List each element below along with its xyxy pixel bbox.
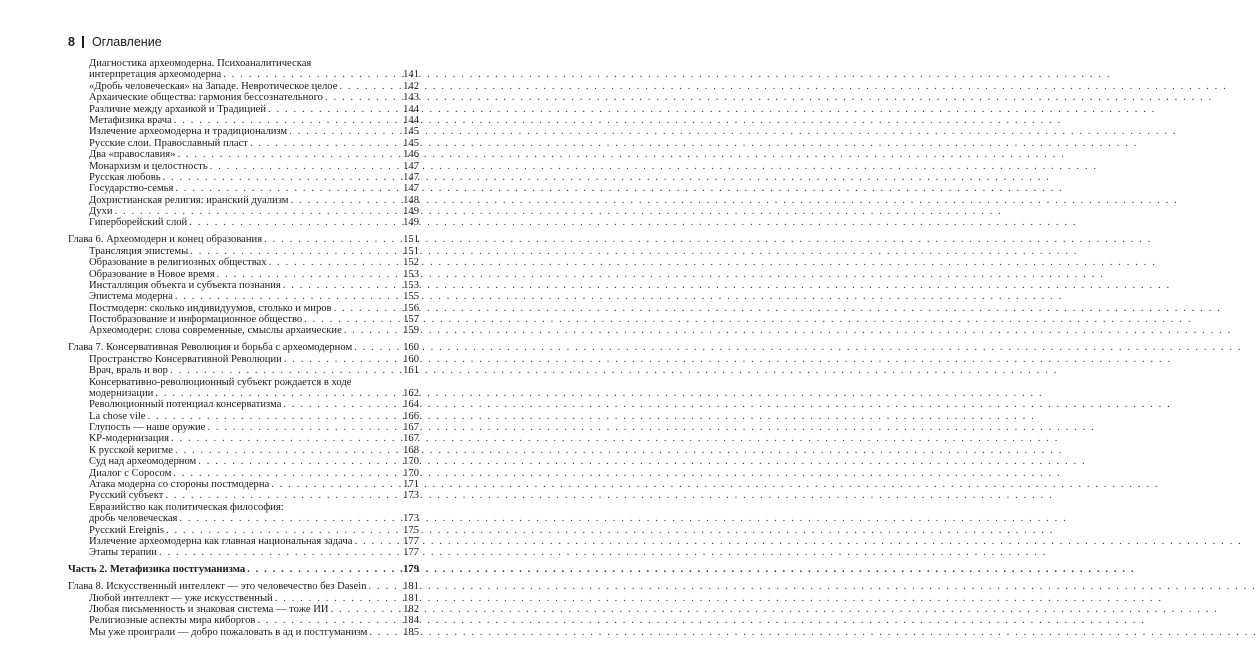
- toc-dot-leader: [175, 183, 401, 194]
- toc-section-entry: [68, 257, 419, 268]
- toc-dot-leader: [369, 581, 402, 592]
- toc-dot-leader: [264, 234, 401, 245]
- toc-dot-leader: [207, 422, 401, 433]
- toc-entry-page: 162: [403, 387, 419, 399]
- table-of-contents: [68, 58, 419, 638]
- toc-dot-leader: [155, 388, 401, 399]
- toc-section-entry: [68, 172, 419, 183]
- toc-section-entry: [68, 314, 419, 325]
- toc-dot-leader: [210, 161, 401, 172]
- toc-section-entry: [68, 138, 419, 149]
- toc-section-entry: [68, 388, 419, 399]
- toc-entry-title: Врач, враль и вор: [89, 365, 168, 377]
- toc-entry-title: Глава 6. Археомодерн и конец образования: [68, 234, 263, 246]
- toc-entry-title: Метафизика врача: [89, 114, 172, 126]
- toc-dot-leader: [268, 104, 401, 115]
- toc-entry-page: 153: [403, 279, 419, 291]
- toc-entry-page: 142: [403, 80, 419, 92]
- toc-section-entry: [68, 269, 419, 280]
- toc-dot-leader: [304, 314, 401, 325]
- toc-entry-title: КР-модернизация: [89, 433, 170, 445]
- toc-section-entry: [68, 411, 419, 422]
- toc-dot-leader: [369, 627, 401, 638]
- toc-section-entry: [68, 58, 419, 69]
- toc-entry-page: 182: [403, 603, 419, 615]
- toc-section-entry: [68, 536, 419, 547]
- toc-section-entry: [68, 627, 419, 638]
- toc-entry-page: 144: [403, 103, 419, 115]
- page-number: 8: [68, 35, 75, 49]
- toc-dot-leader: [325, 92, 401, 103]
- toc-entry-title: Религиозные аспекты мира киборгов: [89, 615, 256, 627]
- toc-entry-title: Русская любовь: [89, 171, 161, 183]
- toc-entry-title: Излечение археомодерна как главная национальная задача: [89, 536, 353, 547]
- toc-entry-page: 152: [403, 257, 419, 269]
- toc-entry-page: 151: [403, 234, 419, 246]
- toc-section-entry: [68, 456, 419, 467]
- toc-entry-page: 153: [403, 268, 419, 280]
- toc-section-entry: [68, 593, 419, 604]
- toc-entry-page: 146: [403, 149, 419, 161]
- toc-entry-title: Излечение археомодерна и традиционализм: [89, 126, 288, 138]
- toc-dot-leader: [283, 399, 401, 410]
- toc-entry-page: 147: [403, 171, 419, 183]
- toc-dot-leader: [177, 149, 401, 160]
- toc-entry-title: Этапы терапии: [89, 547, 157, 559]
- toc-entry-page: 173: [403, 490, 419, 502]
- toc-entry-page: 147: [403, 183, 419, 195]
- toc-dot-leader: [247, 564, 401, 575]
- toc-dot-leader: [165, 490, 401, 501]
- toc-entry-title: модернизации: [89, 387, 154, 399]
- toc-entry-title: «Дробь человеческая» на Западе. Невротическое целое: [89, 80, 338, 92]
- toc-section-entry: [68, 104, 419, 115]
- toc-chapter-entry: [68, 581, 419, 592]
- toc-section-entry: [68, 325, 419, 336]
- toc-entry-title: Евразийство как политическая философия:: [89, 501, 284, 513]
- toc-section-entry: [68, 445, 419, 456]
- toc-dot-leader: [198, 456, 401, 467]
- toc-dot-leader: [115, 206, 402, 217]
- toc-dot-leader: [223, 69, 401, 80]
- toc-entry-title: Эпистема модерна: [89, 291, 173, 303]
- toc-entry-title: Мы уже проиграли — добро пожаловать в ад и постгуманизм: [89, 626, 368, 638]
- toc-entry-page: 144: [403, 114, 419, 126]
- toc-entry-page: 171: [403, 479, 419, 491]
- toc-dot-leader: [275, 593, 401, 604]
- toc-entry-title: Образование в Новое время: [89, 268, 215, 280]
- toc-entry-title: Глупость — наше оружие: [89, 422, 206, 434]
- toc-entry-page: 170: [403, 467, 419, 479]
- toc-dot-leader: [271, 479, 401, 490]
- toc-dot-leader: [217, 269, 402, 280]
- toc-entry-page: 159: [403, 325, 419, 337]
- toc-entry-title: Революционный потенциал консерватизма: [89, 399, 282, 411]
- toc-entry-title: дробь человеческая: [89, 513, 178, 525]
- toc-entry-page: 175: [403, 524, 419, 536]
- toc-section-entry: [68, 303, 419, 314]
- toc-dot-leader: [170, 365, 401, 376]
- toc-part-entry: [68, 564, 419, 575]
- toc-dot-leader: [284, 354, 401, 365]
- toc-entry-page: 184: [403, 615, 419, 627]
- toc-entry-title: Монархизм и целостность: [89, 160, 208, 172]
- toc-entry-title: Часть 2. Метафизика постгуманизма: [68, 564, 246, 576]
- toc-section-entry: [68, 502, 419, 513]
- toc-dot-leader: [354, 342, 401, 353]
- toc-entry-page: 145: [403, 137, 419, 149]
- toc-entry-title: Диалог с Соросом: [89, 467, 172, 479]
- toc-entry-page: 164: [403, 399, 419, 411]
- toc-dot-leader: [171, 433, 401, 444]
- toc-section-entry: [68, 195, 419, 206]
- toc-section-entry: [68, 291, 419, 302]
- toc-entry-title: Глава 8. Искусственный интеллект — это человечество без Dasein: [68, 581, 367, 593]
- toc-entry-page: 168: [403, 444, 419, 456]
- toc-dot-leader: [269, 257, 402, 268]
- toc-entry-page: 181: [403, 581, 419, 593]
- toc-entry-page: 143: [403, 92, 419, 104]
- toc-dot-leader: [173, 468, 401, 479]
- toc-entry-title: Любая письменность и знаковая система — тоже ИИ: [89, 603, 329, 615]
- toc-dot-leader: [331, 604, 402, 615]
- toc-dot-leader: [179, 513, 401, 524]
- toc-dot-leader: [250, 138, 401, 149]
- toc-dot-leader: [159, 547, 401, 558]
- toc-entry-page: 141: [403, 69, 419, 81]
- toc-entry-title: Русский субъект: [89, 490, 164, 502]
- book-page: [0, 0, 480, 650]
- toc-section-entry: [68, 183, 419, 194]
- toc-section-entry: [68, 547, 419, 558]
- toc-entry-title: Государство-семья: [89, 183, 174, 195]
- toc-dot-leader: [290, 195, 401, 206]
- toc-entry-page: 179: [403, 564, 419, 576]
- toc-section-entry: [68, 115, 419, 126]
- toc-section-entry: [68, 354, 419, 365]
- toc-entry-page: 147: [403, 160, 419, 172]
- toc-section-entry: [68, 161, 419, 172]
- toc-dot-leader: [334, 303, 402, 314]
- toc-section-entry: [68, 513, 419, 524]
- header-section-title: Оглавление: [91, 35, 162, 49]
- toc-chapter-entry: [68, 234, 419, 245]
- toc-entry-title: Духи: [89, 206, 113, 218]
- toc-entry-title: Консервативно-революционный субъект рождается в ходе: [89, 376, 352, 388]
- toc-section-entry: [68, 280, 419, 291]
- toc-entry-title: Любой интеллект — уже искусственный: [89, 592, 273, 604]
- toc-section-entry: [68, 490, 419, 501]
- toc-entry-page: 160: [403, 353, 419, 365]
- toc-entry-page: 149: [403, 206, 419, 218]
- toc-entry-page: 157: [403, 314, 419, 326]
- toc-entry-title: Постобразование и информационное общество: [89, 314, 303, 326]
- toc-entry-page: 148: [403, 194, 419, 206]
- toc-entry-title: Атака модерна со стороны постмодерна: [89, 479, 270, 491]
- toc-entry-title: Инсталляция объекта и субъекта познания: [89, 279, 281, 291]
- toc-chapter-entry: [68, 342, 419, 353]
- toc-entry-title: Архаические общества: гармония бессознательного: [89, 92, 323, 104]
- toc-entry-title: Образование в религиозных обществах: [89, 257, 267, 269]
- toc-entry-page: 149: [403, 217, 419, 229]
- toc-dot-leader: [166, 525, 401, 536]
- toc-entry-title: Два «православия»: [89, 149, 176, 161]
- toc-section-entry: [68, 206, 419, 217]
- toc-entry-title: Археомодерн: слова современные, смыслы архаические: [89, 325, 342, 337]
- toc-section-entry: [68, 365, 419, 376]
- toc-entry-title: К русской керигме: [89, 444, 173, 456]
- toc-entry-page: 160: [403, 342, 419, 354]
- toc-entry-title: Гиперборейский слой: [89, 217, 188, 229]
- toc-section-entry: [68, 479, 419, 490]
- toc-section-entry: [68, 615, 419, 626]
- toc-entry-page: 167: [403, 433, 419, 445]
- toc-dot-leader: [289, 126, 401, 137]
- toc-section-entry: [68, 126, 419, 137]
- toc-section-entry: [68, 422, 419, 433]
- toc-entry-page: 167: [403, 422, 419, 434]
- toc-entry-title: La chose vile: [89, 410, 146, 422]
- toc-entry-page: 170: [403, 456, 419, 468]
- toc-section-entry: [68, 604, 419, 615]
- toc-dot-leader: [147, 411, 401, 422]
- toc-section-entry: [68, 92, 419, 103]
- toc-entry-page: 145: [403, 126, 419, 138]
- toc-section-entry: [68, 399, 419, 410]
- toc-entry-title: Глава 7. Консервативная Революция и борьба с археомодерном: [68, 342, 353, 354]
- toc-entry-title: Пространство Консервативной Революции: [89, 353, 282, 365]
- toc-dot-leader: [190, 246, 401, 257]
- toc-dot-leader: [339, 81, 401, 92]
- toc-dot-leader: [283, 280, 401, 291]
- toc-entry-title: Диагностика археомодерна. Психоаналитическая: [89, 57, 312, 69]
- toc-entry-title: интерпретация археомодерна: [89, 69, 222, 81]
- toc-entry-title: Русские слои. Православный пласт: [89, 137, 248, 149]
- toc-dot-leader: [344, 325, 401, 336]
- toc-entry-page: 151: [403, 245, 419, 257]
- toc-section-entry: [68, 468, 419, 479]
- toc-entry-page: 185: [403, 626, 419, 638]
- toc-dot-leader: [175, 291, 401, 302]
- toc-entry-page: 156: [403, 302, 419, 314]
- toc-entry-page: 161: [403, 365, 419, 377]
- toc-section-entry: [68, 377, 419, 388]
- toc-dot-leader: [175, 445, 401, 456]
- toc-section-entry: [68, 149, 419, 160]
- toc-entry-title: Различие между архаикой и Традицией: [89, 103, 267, 115]
- toc-entry-title: Суд над археомодерном: [89, 456, 197, 468]
- toc-section-entry: [68, 525, 419, 536]
- toc-entry-title: Русский Ereignis: [89, 524, 165, 536]
- toc-section-entry: [68, 69, 419, 80]
- toc-entry-page: 155: [403, 291, 419, 303]
- running-header: [68, 35, 162, 49]
- toc-section-entry: [68, 217, 419, 228]
- toc-entry-title: Дохристианская религия: иранский дуализм: [89, 194, 289, 206]
- toc-entry-page: 177: [403, 547, 419, 559]
- toc-dot-leader: [174, 115, 401, 126]
- toc-dot-leader: [354, 536, 401, 547]
- header-divider: [82, 36, 84, 48]
- toc-entry-page: 166: [403, 410, 419, 422]
- toc-entry-title: Трансляция эпистемы: [89, 245, 189, 257]
- toc-section-entry: [68, 81, 419, 92]
- toc-entry-title: Постмодерн: сколько индивидуумов, столько и миров: [89, 302, 332, 314]
- toc-dot-leader: [257, 615, 401, 626]
- toc-entry-page: 177: [403, 536, 419, 547]
- toc-section-entry: [68, 434, 419, 445]
- toc-section-entry: [68, 246, 419, 257]
- toc-dot-leader: [163, 172, 402, 183]
- toc-entry-page: 181: [403, 592, 419, 604]
- toc-entry-page: 173: [403, 513, 419, 525]
- toc-dot-leader: [189, 217, 401, 228]
